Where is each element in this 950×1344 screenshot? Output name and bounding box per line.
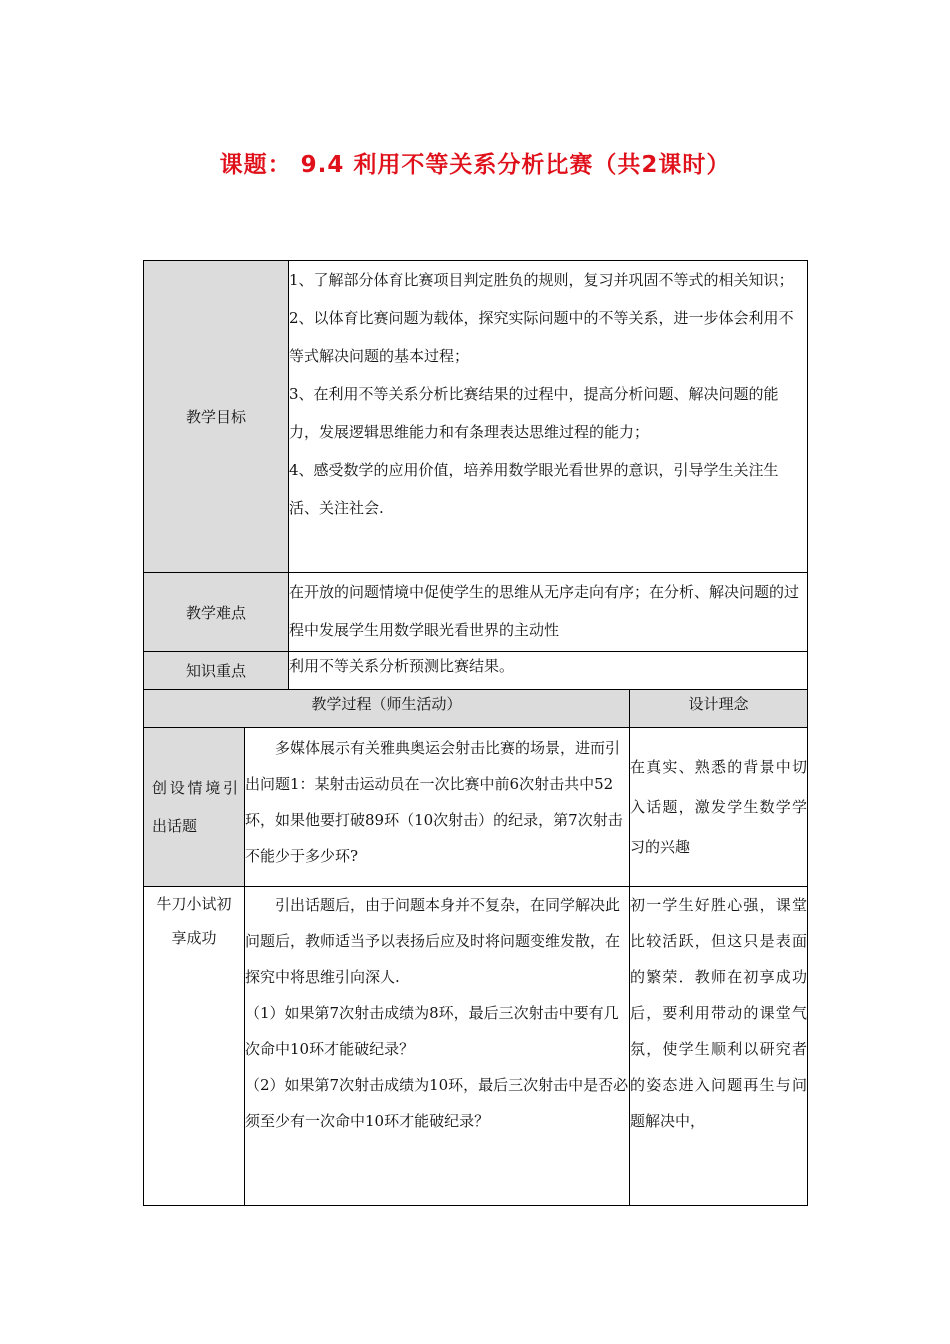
keypoint-label: 知识重点 — [144, 652, 289, 690]
difficulty-label: 教学难点 — [144, 573, 289, 652]
goal-item: 4、感受数学的应用价值，培养用数学眼光看世界的意识，引导学生关注生活、关注社会. — [289, 461, 779, 517]
stage-label-text: 牛刀小试初享成功 — [156, 895, 232, 947]
goals-row — [144, 261, 808, 573]
question-item: （2）如果第7次射击成绩为10环，最后三次射击中是否必须至少有一次命中10环才能破纪录？ — [245, 1076, 629, 1130]
stage-intro: 引出话题后，由于问题本身并不复杂，在同学解决此问题后，教师适当予以表扬后应及时将问题变维发散，在探究中将思维引向深人. — [245, 896, 621, 986]
process-header-row — [144, 690, 808, 728]
goal-item: 3、在利用不等关系分析比赛结果的过程中，提高分析问题、解决问题的能力，发展逻辑思维能力和有条理表达思维过程的能力； — [289, 385, 779, 441]
stage-content — [245, 887, 630, 1206]
stage-concept: 初一学生好胜心强，课堂比较活跃，但这只是表面的繁荣．教师在初享成功后，要利用带动的课堂气氛，使学生顺利以研究者的姿态进入问题再生与问题解决中， — [630, 887, 808, 1206]
stage-label: 创设情境引出话题 — [144, 728, 245, 887]
stage-concept: 在真实、熟悉的背景中切入话题，激发学生数学学习的兴趣 — [630, 728, 808, 887]
keypoint-row — [144, 652, 808, 690]
goals-content — [289, 261, 808, 573]
stage-row — [144, 887, 808, 1206]
goal-item: 1、了解部分体育比赛项目判定胜负的规则，复习并巩固不等式的相关知识； — [289, 271, 794, 289]
goal-item: 2、以体育比赛问题为载体，探究实际问题中的不等关系，进一步体会利用不等式解决问题的基本过程； — [289, 309, 794, 365]
stage-label — [144, 887, 245, 1206]
concept-header: 设计理念 — [630, 690, 808, 728]
question-item: （1）如果第7次射击成绩为8环，最后三次射击中要有几次命中10环才能破纪录？ — [245, 1004, 619, 1058]
process-header: 教学过程（师生活动） — [144, 690, 630, 728]
keypoint-content: 利用不等关系分析预测比赛结果。 — [289, 652, 808, 690]
stage-row — [144, 728, 808, 887]
lesson-plan-table — [143, 260, 808, 1206]
difficulty-row — [144, 573, 808, 652]
difficulty-content: 在开放的问题情境中促使学生的思维从无序走向有序；在分析、解决问题的过程中发展学生用数学眼光看世界的主动性 — [289, 573, 808, 652]
page-title: 课题： 9.4 利用不等关系分析比赛（共2课时） — [219, 152, 731, 178]
stage-content: 多媒体展示有关雅典奥运会射击比赛的场景，进而引出问题1：某射击运动员在一次比赛中前6次射击共中52环，如果他要打破89环（10次射击）的纪录，第7次射击不能少于多少环? — [245, 728, 630, 887]
goals-label: 教学目标 — [144, 261, 289, 573]
